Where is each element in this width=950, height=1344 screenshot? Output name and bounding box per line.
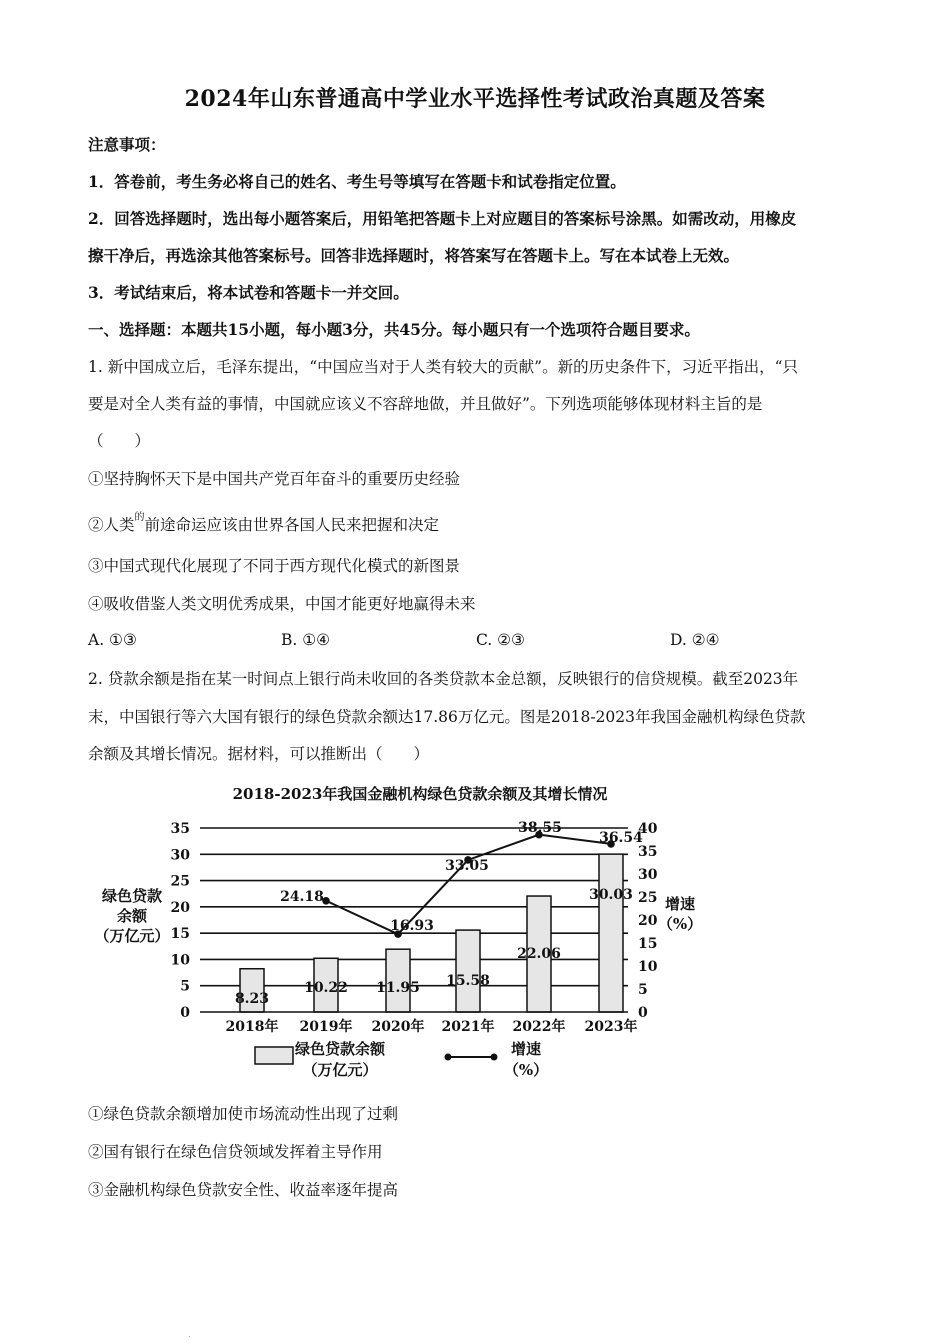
q2-statement-2: ②国有银行在绿色信贷领域发挥着主导作用 bbox=[88, 1143, 383, 1161]
x-tick-label: 2018年 bbox=[225, 1019, 279, 1035]
notice-heading: 注意事项： bbox=[88, 135, 166, 154]
bar-value-label: 11.95 bbox=[376, 980, 420, 996]
right-axis-label: 增速 bbox=[664, 895, 696, 913]
left-tick-label: 15 bbox=[170, 926, 190, 943]
right-tick-label: 35 bbox=[638, 844, 658, 860]
notice-item-2-cont: 擦干净后，再选涂其他答案标号。回答非选择题时，将答案写在答题卡上。写在本试卷上无效。 bbox=[88, 246, 740, 265]
green-loan-chart bbox=[90, 775, 703, 1085]
growth-value-label: 38.55 bbox=[518, 820, 562, 836]
right-tick-label: 20 bbox=[638, 913, 658, 929]
right-tick-label: 25 bbox=[638, 890, 658, 906]
legend-bar-label: （万亿元） bbox=[302, 1061, 378, 1079]
right-tick-label: 5 bbox=[638, 982, 648, 998]
x-tick-label: 2022年 bbox=[512, 1019, 566, 1035]
q2-stem-line-3: 余额及其增长情况。据材料，可以推断出（ ） bbox=[88, 745, 430, 763]
growth-value-label: 36.54 bbox=[599, 830, 643, 846]
q1-statement-2 bbox=[88, 512, 439, 535]
q1-option-b: B. ①④ bbox=[281, 631, 331, 649]
q2-statement-1: ①绿色贷款余额增加使市场流动性出现了过剩 bbox=[88, 1105, 399, 1123]
legend-bar-label: 绿色贷款余额 bbox=[294, 1040, 386, 1058]
right-tick-label: 15 bbox=[638, 936, 658, 952]
bar bbox=[456, 930, 480, 1012]
growth-line bbox=[326, 835, 611, 934]
left-axis-label: 绿色贷款 bbox=[101, 887, 163, 905]
x-tick-label: 2023年 bbox=[584, 1019, 638, 1035]
x-tick-label: 2019年 bbox=[299, 1019, 353, 1035]
left-axis-label: （万亿元） bbox=[94, 927, 170, 945]
q1-option-a: A. ①③ bbox=[88, 631, 137, 649]
growth-value-label: 24.18 bbox=[280, 889, 324, 905]
left-tick-label: 5 bbox=[180, 978, 190, 995]
right-tick-label: 0 bbox=[638, 1005, 648, 1021]
legend-line-label: （%） bbox=[503, 1061, 549, 1079]
q1-stem-line-2: 要是对全人类有益的事情，中国就应该义不容辞地做，并且做好”。下列选项能够体现材料主旨的是 bbox=[88, 395, 763, 413]
page-title: 2024年山东普通高中学业水平选择性考试政治真题及答案 bbox=[184, 86, 766, 112]
q1-statement-2-part-b: 前途命运应该由世界各国人民来把握和决定 bbox=[144, 516, 440, 535]
left-tick-label: 0 bbox=[180, 1005, 190, 1021]
left-axis-label: 余额 bbox=[116, 907, 148, 925]
q1-statement-1: ①坚持胸怀天下是中国共产党百年奋斗的重要历史经验 bbox=[88, 470, 461, 488]
notice-item-1: 1．答卷前，考生务必将自己的姓名、考生号等填写在答题卡和试卷指定位置。 bbox=[88, 172, 626, 191]
q2-stem-line-1: 2. 贷款余额是指在某一时间点上银行尚未收回的各类贷款本金总额，反映银行的信贷规模。截至2023年 bbox=[88, 670, 799, 688]
legend-line-label: 增速 bbox=[510, 1040, 542, 1058]
bar-value-label: 30.03 bbox=[589, 887, 633, 903]
chart-title: 2018-2023年我国金融机构绿色贷款余额及其增长情况 bbox=[232, 785, 608, 803]
left-tick-label: 20 bbox=[170, 899, 190, 916]
x-tick-label: 2020年 bbox=[371, 1019, 425, 1035]
growth-value-label: 33.05 bbox=[445, 858, 489, 874]
x-tick-label: 2021年 bbox=[441, 1019, 495, 1035]
q2-stem-line-2: 末，中国银行等六大国有银行的绿色贷款余额达17.86万亿元。图是2018-2023年我国金融机构绿色贷款 bbox=[88, 708, 806, 726]
bar bbox=[599, 854, 623, 1012]
legend-bar-swatch bbox=[255, 1047, 293, 1064]
growth-value-label: 16.93 bbox=[390, 918, 434, 934]
left-tick-label: 35 bbox=[170, 821, 190, 837]
q1-statement-2-part-a: ②人类 bbox=[88, 516, 135, 535]
q1-statement-3: ③中国式现代化展现了不同于西方现代化模式的新图景 bbox=[88, 557, 461, 575]
notice-item-3: 3．考试结束后，将本试卷和答题卡一并交回。 bbox=[88, 283, 409, 302]
q1-statement-4: ④吸收借鉴人类文明优秀成果，中国才能更好地赢得未来 bbox=[88, 595, 476, 613]
bar-value-label: 15.58 bbox=[446, 973, 490, 989]
q1-option-c: C. ②③ bbox=[476, 631, 525, 649]
left-tick-label: 10 bbox=[170, 952, 190, 969]
bar-value-label: 22.06 bbox=[517, 946, 561, 962]
legend-line-dot bbox=[445, 1054, 452, 1061]
chart-svg bbox=[90, 775, 703, 1085]
bar-value-label: 10.22 bbox=[304, 980, 348, 996]
right-tick-label: 10 bbox=[638, 959, 658, 975]
q2-statement-3: ③金融机构绿色贷款安全性、收益率逐年提高 bbox=[88, 1181, 399, 1199]
right-axis-label: （%） bbox=[657, 915, 703, 933]
footer-mark: . bbox=[188, 1330, 191, 1339]
q1-option-d: D. ②④ bbox=[670, 631, 720, 649]
q1-answer-bracket: （ ） bbox=[88, 432, 151, 450]
right-tick-label: 30 bbox=[638, 867, 658, 883]
q1-stem-line-1: 1. 新中国成立后，毛泽东提出，“中国应当对于人类有较大的贡献”。新的历史条件下，习近平指出，“只 bbox=[88, 358, 798, 376]
bar-value-label: 8.23 bbox=[234, 991, 270, 1007]
left-tick-label: 25 bbox=[170, 873, 190, 890]
legend-line-dot bbox=[491, 1054, 498, 1061]
left-tick-label: 30 bbox=[170, 847, 190, 864]
right-tick-label: 40 bbox=[638, 821, 658, 837]
q1-statement-2-superscript: 的 bbox=[134, 512, 145, 523]
notice-item-2: 2．回答选择题时，选出每小题答案后，用铅笔把答题卡上对应题目的答案标号涂黑。如需改动，用橡皮 bbox=[88, 209, 797, 228]
section-heading: 一、选择题：本题共15小题，每小题3分，共45分。每小题只有一个选项符合题目要求。 bbox=[88, 320, 700, 339]
